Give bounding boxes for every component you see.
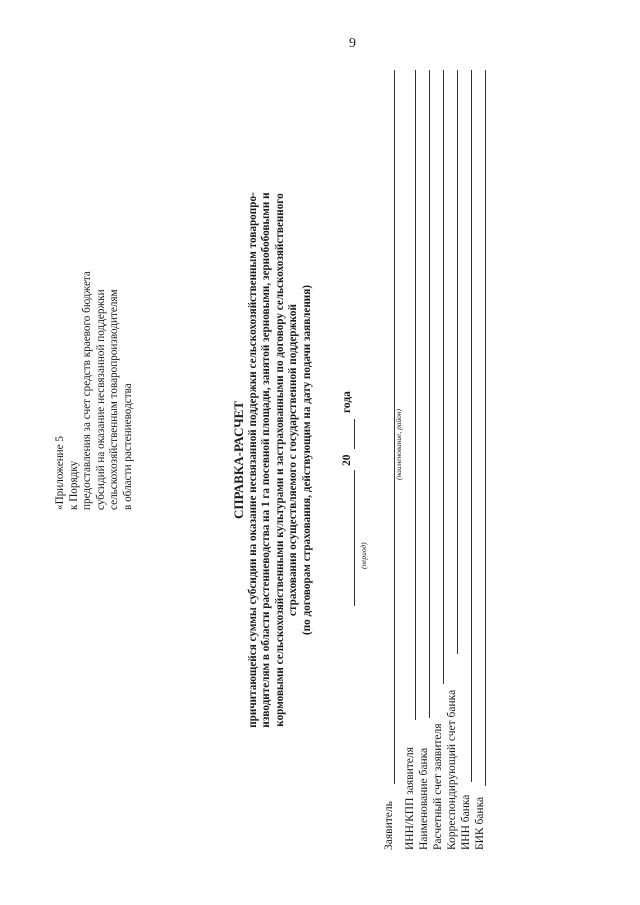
requisite-row-bank-name	[417, 70, 431, 850]
subtitle-line: изводителям в области растениеводства на 1 га посевной площади, занятой зерновыми, зернобобовыми и	[260, 192, 273, 728]
applicant-field[interactable]	[394, 70, 395, 784]
requisite-label: Наименование банка	[418, 747, 430, 850]
requisite-row-inn-kpp	[403, 70, 417, 850]
appendix-line: в области растениеводства	[121, 383, 134, 510]
requisite-label: ИНН банка	[460, 794, 472, 850]
appendix-line: сельскохозяйственным товаропроизводителям	[108, 289, 121, 510]
bank-inn-field[interactable]	[471, 70, 472, 782]
appendix-line: предоставления за счет средств краевого бюджета	[81, 271, 94, 510]
requisite-row-account	[431, 70, 445, 850]
period-caption: (период)	[359, 542, 368, 569]
inn-kpp-field[interactable]	[415, 70, 416, 720]
requisite-label: БИК банка	[474, 796, 486, 850]
document-subtitle	[247, 80, 314, 840]
year-suffix: года	[341, 391, 353, 413]
appendix-line: «Приложение 5	[54, 435, 66, 510]
requisite-row-bank-inn	[459, 70, 473, 850]
year-prefix: 20	[341, 454, 353, 466]
requisite-label: ИНН/КПП заявителя	[404, 747, 416, 850]
appendix-line: к Порядку	[67, 460, 80, 510]
subtitle-line: (по договорам страхования, действующим на дату подачи заявления)	[300, 285, 313, 635]
subtitle-line: страхования осуществляемого с государственной поддержкой	[287, 304, 300, 616]
period-blank[interactable]	[343, 470, 355, 606]
applicant-name-caption: (наименование, район)	[394, 409, 403, 480]
requisite-label: Расчетный счет заявителя	[432, 723, 444, 850]
account-field[interactable]	[443, 70, 444, 684]
bank-name-field[interactable]	[429, 70, 430, 718]
corr-account-field[interactable]	[457, 70, 458, 654]
page-number: 9	[349, 36, 356, 51]
landscape-content	[54, 70, 534, 850]
appendix-line: субсидий на оказание несвязанной поддержки	[94, 289, 107, 510]
requisite-row-applicant	[382, 70, 396, 850]
requisite-label: Корреспондирующий счет банка	[446, 689, 458, 850]
document-title: СПРАВКА-РАСЧЕТ	[231, 401, 246, 519]
year-blank[interactable]	[343, 419, 355, 449]
appendix-block	[54, 80, 136, 510]
requisite-row-corr-account	[445, 70, 459, 850]
requisite-label: Заявитель	[383, 801, 395, 850]
bik-field[interactable]	[485, 70, 486, 786]
requisite-row-bik	[473, 70, 487, 850]
subtitle-line: кормовыми сельскохозяйственными культурами и застрахованными по договору сельскохозяйственного	[273, 193, 286, 727]
subtitle-line: причитающейся суммы субсидии на оказание несвязанной поддержки сельскохозяйственным товаропро-	[247, 192, 259, 728]
